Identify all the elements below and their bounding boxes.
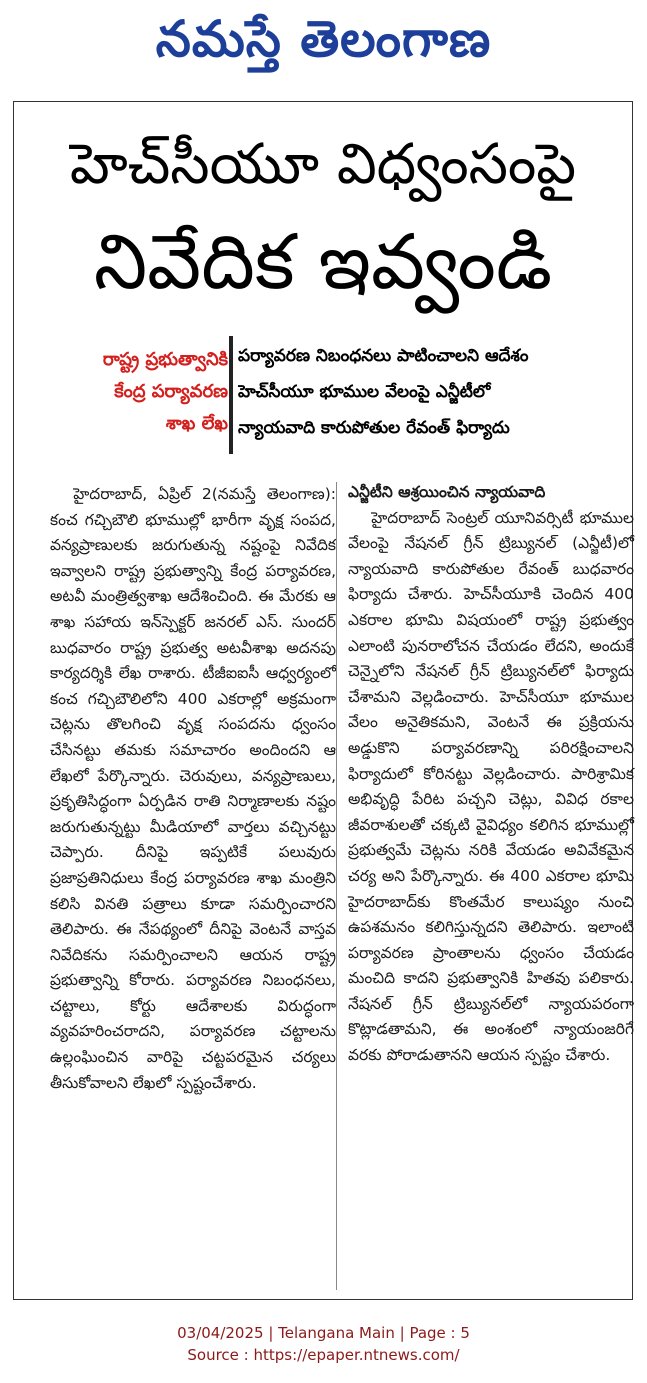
deck-line: పర్యావరణ నిబంధనలు పాటించాలని ఆదేశం <box>238 346 529 366</box>
headline-line-2: నివేదిక ఇవ్వండి <box>93 217 553 306</box>
body-paragraph: హైదరాబాద్, ఏప్రిల్ 2(నమస్తే తెలంగాణ): కంచ గచ్చిబౌలి భూముల్లో భారీగా వృక్ష సంపద, వన్యప్రాణులకు జరుగుతున్న నష్టంపై నివేదిక ఇవ్వాలని రాష్ట్ర ప్రభుత్వాన్ని కేంద్ర పర్యావరణ, అటవీ మంత్రిత్వశాఖ ఆదేశించింది. ఈ మేరకు ఆ శాఖ సహాయ ఇన్‌స్పెక్టర్ జనరల్ ఎస్. సుందర్ బుధవారం రాష్ట్ర ప్రభుత్వ అటవీశాఖ అదనపు కార్యదర్శికి లేఖ రాశారు. టీజీఐఐసీ ఆధ్వర్యంలో కంచ గచ్చిబౌలిలోని 400 ఎకరాల్లో అక్రమంగా చెట్లను తొలగించి వృక్ష సంపదను ధ్వంసం చేసినట్టు తమకు సమాచారం అందిందని ఆ లేఖలో పేర్కొన్నారు. చెరువులు, వన్యప్రాణులు, ప్రకృతిసిద్ధంగా ఏర్పడిన రాతి నిర్మాణాలకు నష్టం జరుగుతున్నట్టు మీడియాలో వార్తలు వచ్చినట్టు చెప్పారు. దీనిపై ఇప్పటికే పలువురు ప్రజాప్రతినిధులు కేంద్ర పర్యావరణ శాఖ మంత్రిని కలిసి వినతి పత్రాలు కూడా సమర్పించారని తెలిపారు. ఈ నేపథ్యంలో దీనిపై వెంటనే వాస్తవ నివేదికను సమర్పించాలని ఆయన రాష్ట్ర ప్రభుత్వాన్ని కోరారు. పర్యావరణ నిబంధనలు, చట్టాలు, కోర్టు ఆదేశాలకు విరుద్ధంగా వ్యవహరించరాదని, పర్యావరణ చట్టాలను ఉల్లంఘించిన వారిపై చట్టపరమైన చర్యలు తీసుకోవాలని లేఖలో స్పష్టంచేశారు. <box>50 485 336 1092</box>
kicker-line: కేంద్ర పర్యావరణ <box>114 381 228 402</box>
deck-line: న్యాయవాది కారుపోతుల రేవంత్ ఫిర్యాదు <box>238 418 510 438</box>
deck-divider <box>229 336 233 454</box>
kicker-line: శాఖ లేఖ <box>165 413 228 434</box>
footer-edition-info: 03/04/2025 | Telangana Main | Page : 5 <box>177 1324 470 1342</box>
body-column-right <box>348 480 634 1069</box>
deck-line: హెచ్‌సీయూ భూముల వేలంపై ఎన్జీటీలో <box>238 382 491 402</box>
body-paragraph: హైదరాబాద్ సెంట్రల్ యూనివర్సిటీ భూముల వేలంపై నేషనల్ గ్రీన్ ట్రిబ్యునల్ (ఎన్జీటీ)లో న్యాయవాది కారుపోతుల రేవంత్ బుధవారం ఫిర్యాదు చేశారు. హెచ్‌సీయూకి చెందిన 400 ఎకరాల భూమి విషయంలో రాష్ట్ర ప్రభుత్వం ఎలాంటి పునరాలోచన చేయడం లేదని, అందుకే చెన్నైలోని నేషనల్ గ్రీన్ ట్రిబ్యునల్‌లో ఫిర్యాదు చేశామని వెల్లడించారు. హెచ్‌సీయూ భూముల వేలం అనైతికమని, వెంటనే ఈ ప్రక్రియను అడ్డుకొని పర్యావరణాన్ని పరిరక్షించాలని ఫిర్యాదులో కోరినట్టు వెల్లడించారు. పారిశ్రామిక అభివృద్ధి పేరిట పచ్చని చెట్లు, వివిధ రకాల జీవరాశులతో చక్కటి వైవిధ్యం కలిగిన భూముల్లో ప్రభుత్వమే చెట్లను నరికి వేయడం అవివేకమైన చర్య అని పేర్కొన్నారు. ఈ 400 ఎకరాల భూమి హైదరాబాద్‌కు కొంతమేర కాలుష్యం నుంచి ఉపశమనం కలిగిస్తున్నదని తెలిపారు. ఇలాంటి పర్యావరణ ప్రాంతాలను ధ్వంసం చేయడం మంచిది కాదని ప్రభుత్వానికి హితవు పలికారు. నేషనల్ గ్రీన్ ట్రిబ్యునల్‌లో న్యాయపరంగా కొట్లాడతామని, ఈ అంశంలో న్యాయంజరిగే వరకు పోరాడుతానని ఆయన స్పష్టం చేశారు. <box>348 508 634 1065</box>
column-divider <box>336 482 337 1290</box>
headline-line-1: హెచ్‌సీయూ విధ్వంసంపై <box>69 132 577 197</box>
newspaper-logo: నమస్తే తెలంగాణ <box>155 9 492 68</box>
masthead <box>0 0 647 90</box>
kicker-line: రాష్ట్ర ప్రభుత్వానికి <box>102 349 228 370</box>
footer-source: Source : https://epaper.ntnews.com/ <box>187 1346 460 1364</box>
section-subhead: ఎన్జీటీని ఆశ్రయించిన న్యాయవాది <box>348 483 546 501</box>
deck <box>238 338 633 446</box>
body-column-left <box>50 482 336 1096</box>
kicker <box>28 344 228 440</box>
